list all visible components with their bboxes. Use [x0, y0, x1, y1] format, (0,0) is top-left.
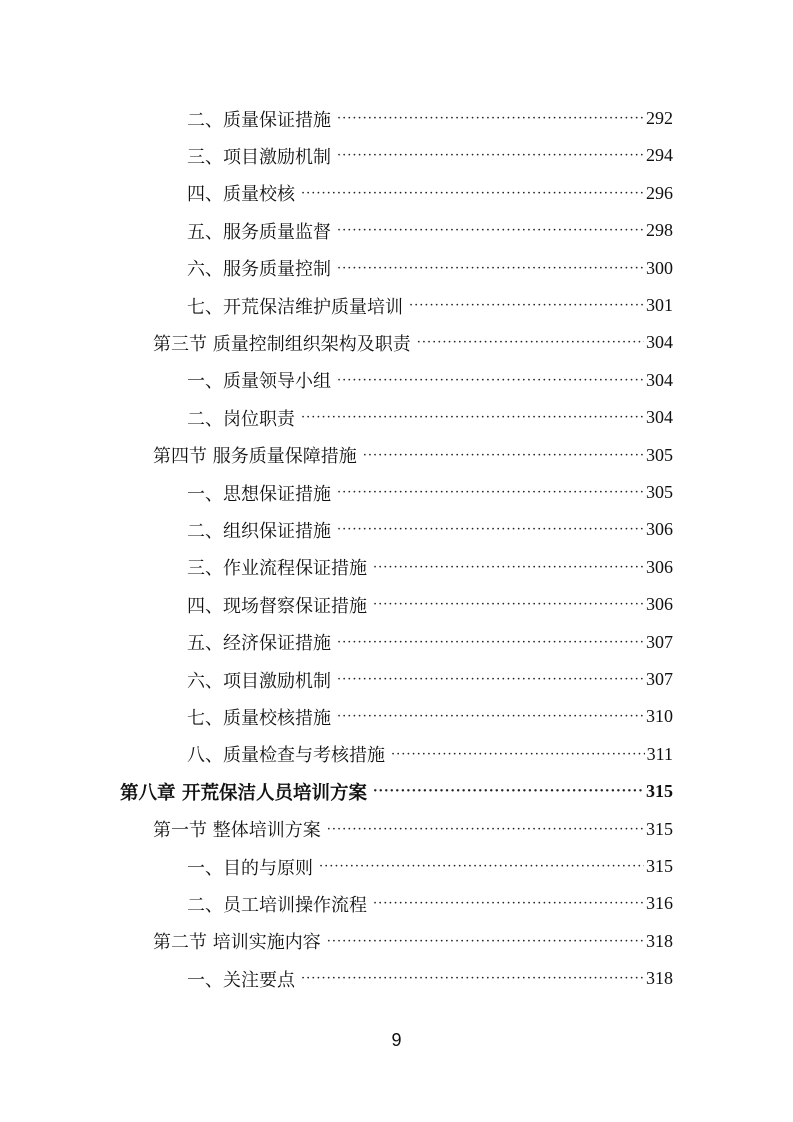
toc-entry-title: 六、项目激励机制 [187, 670, 331, 692]
toc-entry[interactable] [187, 212, 673, 249]
dot-leader [337, 672, 644, 687]
toc-entry-title: 第三节 质量控制组织架构及职责 [153, 333, 411, 355]
dot-leader [373, 560, 644, 575]
dot-leader [373, 896, 644, 911]
toc-entry-title: 六、服务质量控制 [187, 259, 331, 281]
toc-entry[interactable] [187, 474, 673, 511]
dot-leader [301, 186, 644, 201]
toc-entry[interactable] [187, 549, 673, 586]
toc-entry-page: 315 [646, 818, 673, 839]
toc-entry-page: 310 [646, 706, 673, 727]
toc-entry[interactable] [187, 399, 673, 436]
toc-entry-page: 306 [646, 556, 673, 577]
toc-entry-page: 306 [646, 519, 673, 540]
toc-entry-title: 三、作业流程保证措施 [187, 558, 367, 580]
toc-entry[interactable] [187, 848, 673, 885]
toc-entry[interactable] [187, 362, 673, 399]
toc-entry-page: 304 [646, 407, 673, 428]
toc-entry-page: 305 [646, 482, 673, 502]
toc-entry[interactable] [153, 923, 673, 960]
dot-leader [363, 448, 644, 463]
toc-entry[interactable] [187, 624, 673, 661]
dot-leader [327, 934, 644, 949]
toc-entry-title: 四、质量校核 [187, 184, 295, 206]
dot-leader [319, 859, 644, 874]
toc-entry-page: 305 [646, 444, 673, 465]
toc-entry[interactable] [187, 885, 673, 922]
toc-entry-title: 三、项目激励机制 [187, 146, 331, 168]
toc-entry-page: 307 [646, 669, 673, 689]
dot-leader [373, 597, 644, 612]
dot-leader [409, 298, 644, 313]
toc-entry-page: 294 [646, 145, 673, 166]
toc-entry-title: 第二节 培训实施内容 [153, 932, 321, 954]
dot-leader [337, 148, 644, 163]
toc-entry-title: 一、质量领导小组 [187, 371, 331, 393]
dot-leader [337, 522, 644, 537]
dot-leader [337, 261, 644, 276]
toc-entry[interactable] [153, 811, 673, 848]
toc-entry-title: 七、开荒保洁维护质量培训 [187, 296, 403, 318]
toc-entry-page: 298 [646, 220, 673, 241]
toc-entry-title: 第四节 服务质量保障措施 [153, 446, 357, 468]
page-number: 9 [391, 1030, 402, 1050]
toc-entry-page: 316 [646, 893, 673, 914]
dot-leader [373, 784, 644, 799]
toc-entry-title: 一、关注要点 [187, 969, 295, 991]
toc-entry-title: 一、思想保证措施 [187, 483, 331, 505]
toc-entry-page: 315 [646, 856, 673, 876]
toc-entry-title: 五、经济保证措施 [187, 633, 331, 655]
toc-entry[interactable] [153, 437, 673, 474]
toc-entry-page: 318 [646, 968, 673, 989]
toc-entry[interactable] [120, 773, 673, 810]
toc-entry-title: 二、质量保证措施 [187, 109, 331, 131]
dot-leader [337, 635, 644, 650]
toc-entry[interactable] [153, 324, 673, 361]
toc-entry[interactable] [187, 137, 673, 174]
toc-entry-title: 四、现场督察保证措施 [187, 595, 367, 617]
toc-entry-page: 300 [646, 257, 673, 278]
toc-entry[interactable] [187, 511, 673, 548]
toc-entry-page: 304 [646, 332, 673, 353]
toc-entry-title: 八、质量检查与考核措施 [187, 745, 385, 767]
toc-entry-title: 五、服务质量监督 [187, 221, 331, 243]
dot-leader [337, 223, 644, 238]
toc-entry-title: 一、目的与原则 [187, 857, 313, 879]
dot-leader [337, 111, 644, 126]
toc-entry[interactable] [187, 736, 673, 773]
toc-entry[interactable] [187, 250, 673, 287]
toc-entry-title: 二、员工培训操作流程 [187, 894, 367, 916]
dot-leader [337, 373, 644, 388]
dot-leader [337, 485, 644, 500]
dot-leader [301, 410, 644, 425]
toc-entry-title: 第一节 整体培训方案 [153, 820, 321, 842]
toc-entry[interactable] [187, 698, 673, 735]
toc-entry-title: 七、质量校核措施 [187, 707, 331, 729]
toc-entry-page: 318 [646, 930, 673, 951]
toc-entry-page: 307 [646, 631, 673, 652]
toc-entry-page: 311 [646, 743, 673, 764]
toc-entry-page: 292 [646, 108, 673, 128]
dot-leader [327, 822, 644, 837]
toc-entry[interactable] [187, 287, 673, 324]
toc-entry[interactable] [187, 960, 673, 997]
toc-entry[interactable] [187, 661, 673, 698]
toc-entry-title: 二、组织保证措施 [187, 520, 331, 542]
toc-entry-page: 306 [646, 594, 673, 615]
dot-leader [337, 709, 644, 724]
toc-entry-page: 304 [646, 369, 673, 390]
toc-entry-page: 315 [646, 781, 673, 802]
dot-leader [391, 747, 645, 762]
toc-entry-page: 296 [646, 182, 673, 203]
toc-entry[interactable] [187, 100, 673, 137]
dot-leader [417, 335, 644, 350]
toc-entry[interactable] [187, 175, 673, 212]
toc-entry-page: 301 [646, 295, 673, 315]
toc-entry-title: 二、岗位职责 [187, 408, 295, 430]
toc-entry[interactable] [187, 586, 673, 623]
dot-leader [301, 971, 644, 986]
toc-entry-title: 第八章 开荒保洁人员培训方案 [120, 782, 367, 804]
